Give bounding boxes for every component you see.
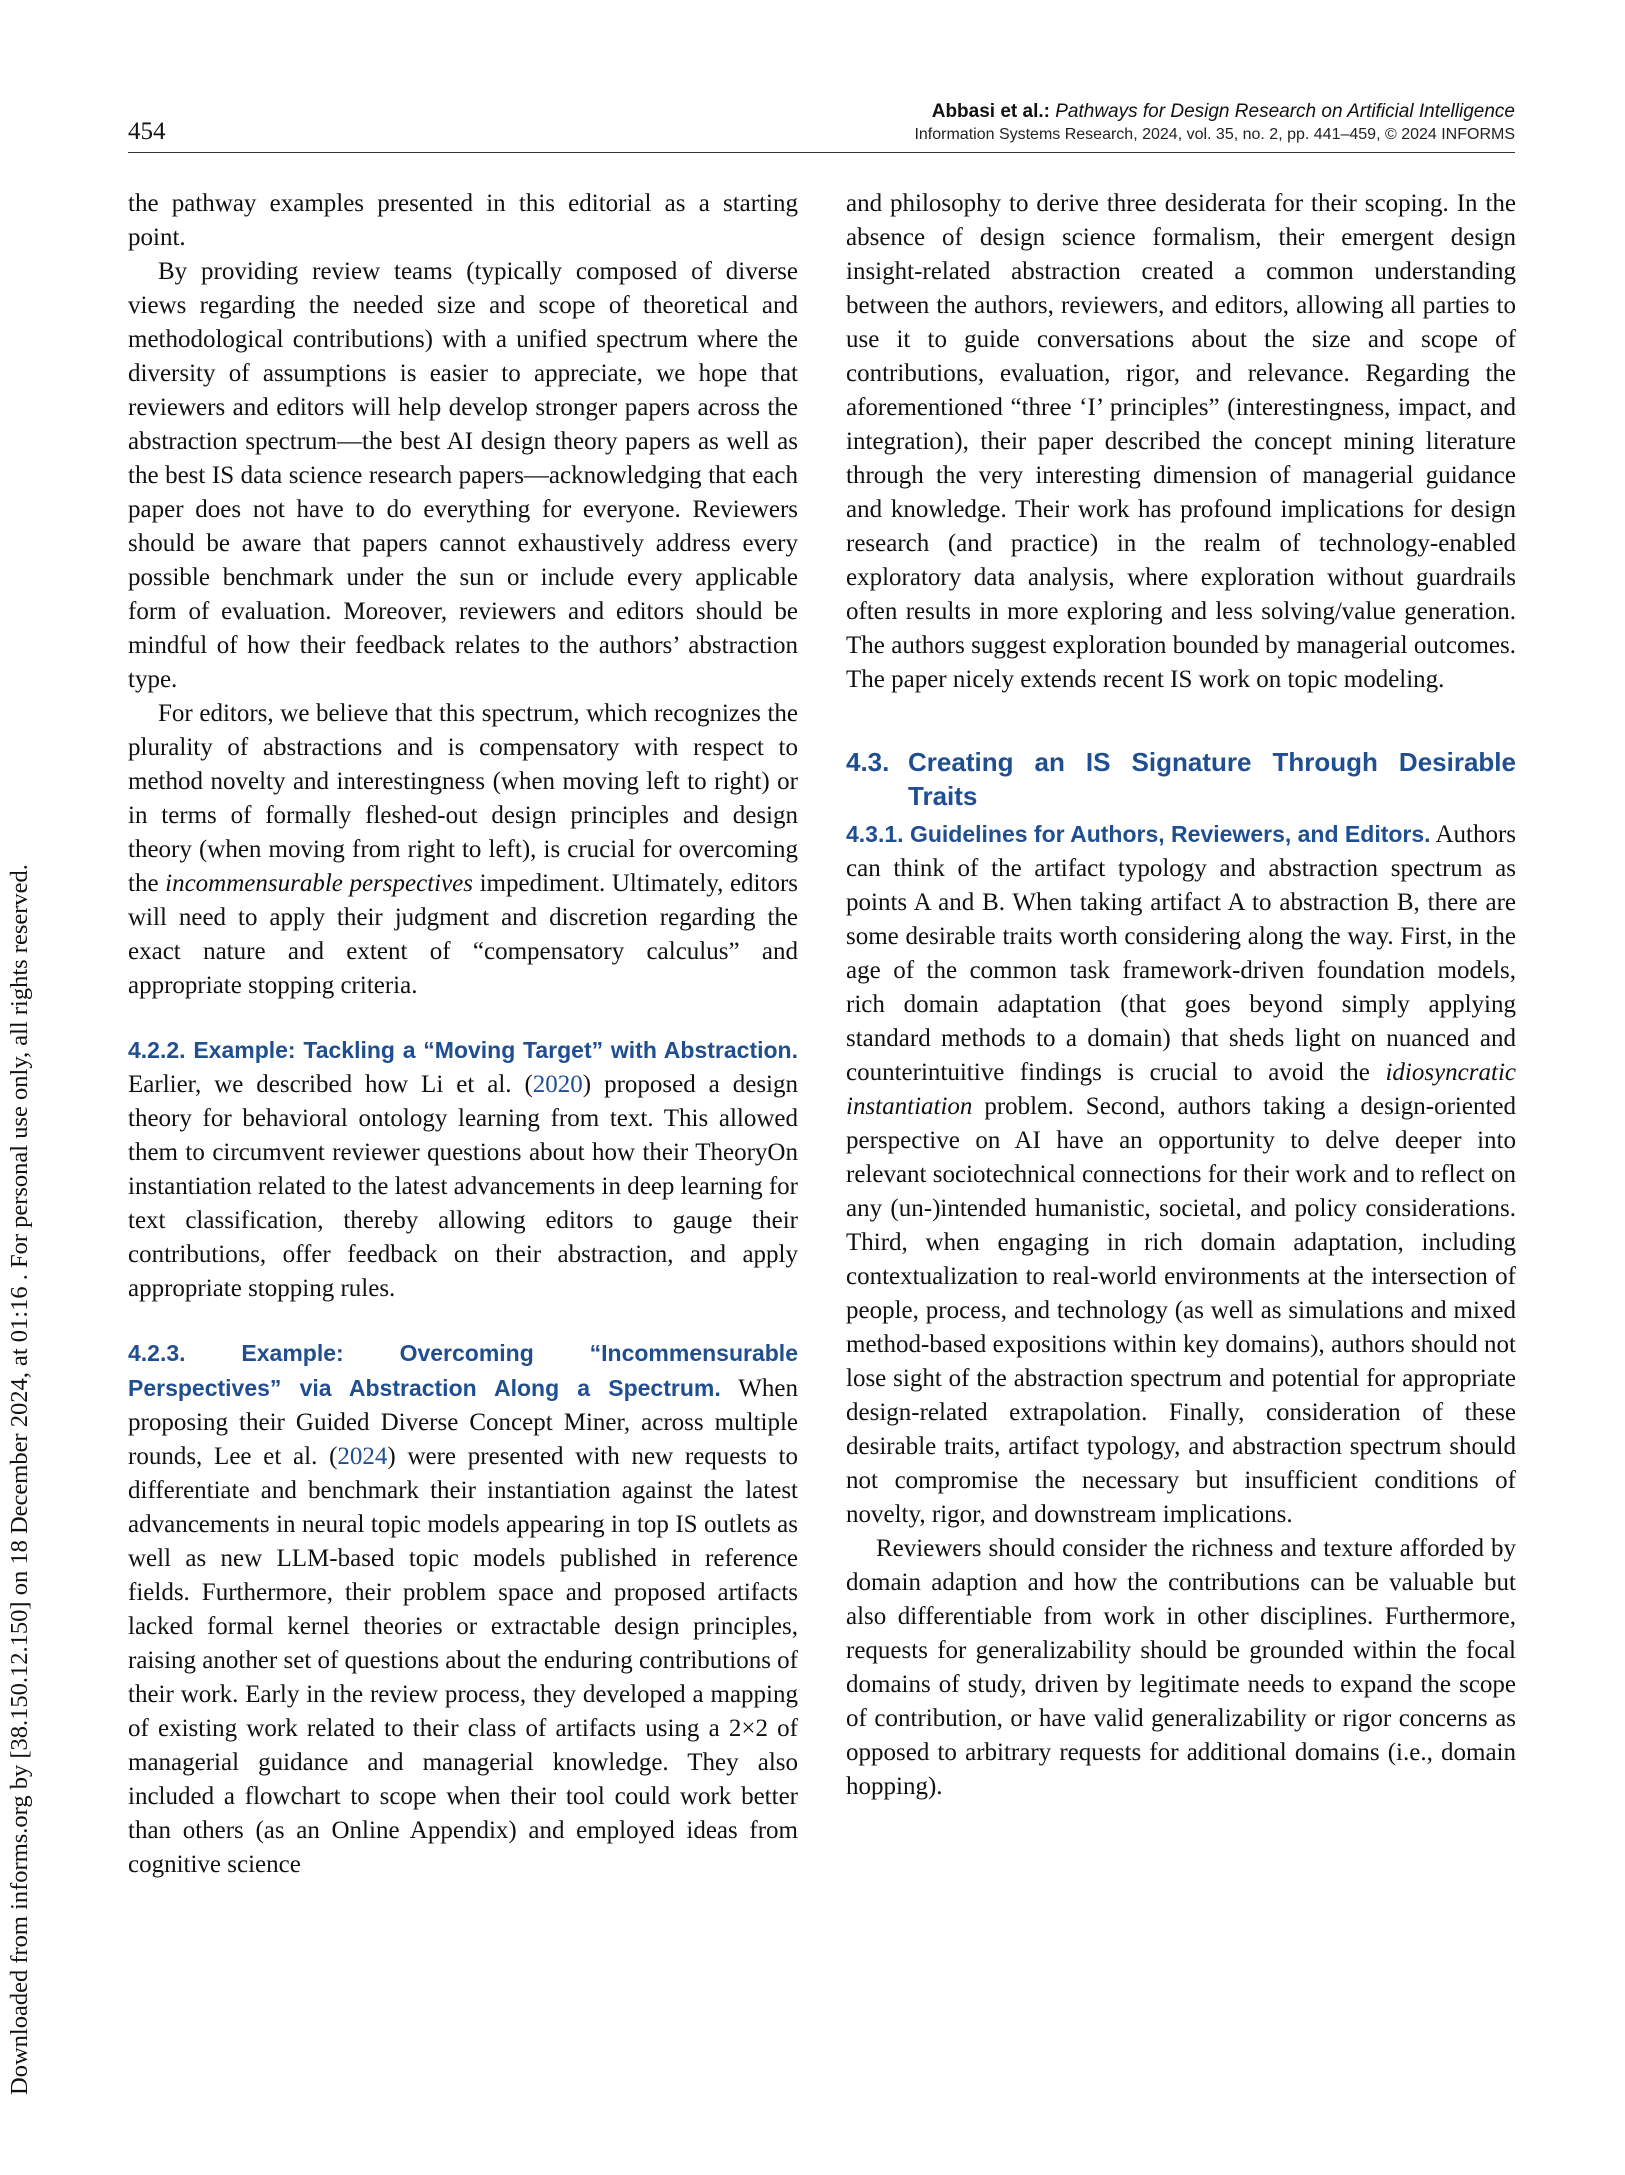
section-heading-4-3 (846, 745, 1516, 813)
running-head-title: Pathways for Design Research on Artificial Intelligence (1055, 101, 1515, 122)
emphasis-term: idiosyncratic instantiation (846, 1059, 1516, 1120)
citation-link[interactable]: 2020 (532, 1071, 583, 1098)
paragraph-text: problem. Second, authors taking a design-oriented perspective on AI have an opportunity to delve deeper into relevant sociotechnical connections for their work and to reflect on any (un-)intended humanistic, societal, and policy considerations. Third, when engaging in rich domain adaptation, including contextualization to real-world environments at the intersection of people, process, and technology (as well as simulations and mixed method-based expositions within key domains), authors should not lose sight of the abstraction spectrum and potential for appropriate design-related extrapolation. Finally, consideration of these desirable traits, artifact typology, and abstraction spectrum should not compromise the necessary but insufficient conditions of novelty, rigor, and downstream implications. (846, 1093, 1516, 1528)
subsection-heading: 4.3.1. Guidelines for Authors, Reviewers, and Editors. (846, 821, 1431, 847)
right-column (846, 187, 1516, 1804)
paragraph-text: When proposing their Guided Diverse Concept Miner, across multiple rounds, Lee et al. ( (128, 1375, 798, 1470)
header-rule (128, 152, 1515, 153)
paragraph (128, 697, 798, 1003)
subsection-4-3-1 (846, 817, 1516, 1532)
running-head-journal: Information Systems Research, 2024, vol. 35, no. 2, pp. 441–459, © 2024 INFORMS (914, 126, 1515, 143)
subsection-4-2-2 (128, 1033, 798, 1306)
paragraph: and philosophy to derive three desiderata for their scoping. In the absence of design science formalism, their emergent design insight-related abstraction created a common understanding between the authors, reviewers, and editors, allowing all parties to use it to guide conversations about the size and scope of contributions, evaluation, rigor, and relevance. Regarding the aforementioned “three ‘I’ principles” (interestingness, impact, and integration), their paper described the concept mining literature through the very interesting dimension of managerial guidance and knowledge. Their work has profound implications for design research (and practice) in the realm of technology-enabled exploratory data analysis, where exploration without guardrails often results in more exploring and less solving/value generation. The authors suggest exploration bounded by managerial outcomes. The paper nicely extends recent IS work on topic modeling. (846, 190, 1516, 693)
paragraph-text: ) were presented with new requests to differentiate and benchmark their instantiation against the latest advancements in neural topic models appearing in top IS outlets as well as new LLM-based topic models published in reference fields. Furthermore, their problem space and proposed artifacts lacked formal kernel theories or extractable design principles, raising another set of questions about the enduring contributions of their work. Early in the review process, they developed a mapping of existing work related to their class of artifacts using a 2×2 of managerial guidance and managerial knowledge. They also included a flowchart to scope when their tool could work better than others (as an Online Appendix) and employed ideas from cognitive science (128, 1443, 799, 1878)
page-number: 454 (128, 118, 166, 145)
paragraph-text: Authors can think of the artifact typology and abstraction spectrum as points A and B. When taking artifact A to abstraction B, there are some desirable traits worth considering along the way. First, in the age of the common task framework-driven foundation models, rich domain adaptation (that goes beyond simply applying standard methods to a domain) that sheds light on nuanced and counterintuitive findings is crucial to avoid the (846, 821, 1516, 1086)
running-head-authors: Abbasi et al.: (931, 101, 1050, 122)
paragraph: Reviewers should consider the richness and texture afforded by domain adaption and how the contributions can be valuable but also differentiable from work in other disciplines. Furthermore, requests for generalizability should be grounded within the focal domains of study, driven by legitimate needs to expand the scope of contribution, or have valid generalizability or rigor concerns as opposed to arbitrary requests for additional domains (i.e., domain hopping). (846, 1535, 1516, 1800)
citation-link[interactable]: 2024 (337, 1443, 388, 1470)
subsection-heading: 4.2.3. Example: Overcoming “Incommensurable Perspectives” via Abstraction Along a Spectrum. (128, 1340, 798, 1401)
running-head (914, 100, 1515, 146)
section-number: 4.3. (846, 747, 890, 777)
paragraph: the pathway examples presented in this editorial as a starting point. (128, 190, 798, 251)
paragraph-text: impediment. Ultimately, editors will need to apply their judgment and discretion regarding the exact nature and extent of “compensatory calculus” and appropriate stopping criteria. (128, 870, 799, 999)
download-notice: Downloaded from informs.org by [38.150.12.150] on 18 December 2024, at 01:16 . For personal use only, all rights reserved. (6, 864, 33, 2095)
subsection-4-2-3 (128, 1336, 798, 1882)
section-title: Creating an IS Signature Through Desirable Traits (908, 747, 1516, 811)
paragraph-text: For editors, we believe that this spectrum, which recognizes the plurality of abstractions and is compensatory with respect to method novelty and interestingness (when moving left to right) or in terms of formally fleshed-out design principles and design theory (when moving from right to left), is crucial for overcoming the (128, 700, 798, 897)
paragraph-text: ) proposed a design theory for behavioral ontology learning from text. This allowed them to circumvent reviewer questions about how their TheoryOn instantiation related to the latest advancements in deep learning for text classification, thereby allowing editors to gauge their contributions, offer feedback on their abstraction, and apply appropriate stopping rules. (128, 1071, 798, 1302)
running-head-title-line (914, 100, 1515, 124)
paragraph: By providing review teams (typically composed of diverse views regarding the needed size and scope of theoretical and methodological contributions) with a unified spectrum where the diversity of assumptions is easier to appreciate, we hope that reviewers and editors will help develop stronger papers across the abstraction spectrum—the best AI design theory papers as well as the best IS data science research papers—acknowledging that each paper does not have to do everything for everyone. Reviewers should be aware that papers cannot exhaustively address every possible benchmark under the sun or include every applicable form of evaluation. Moreover, reviewers and editors should be mindful of how their feedback relates to the authors’ abstraction type. (128, 258, 798, 693)
paragraph-text: Earlier, we described how Li et al. ( (128, 1071, 533, 1098)
emphasis-term: incommensurable perspectives (165, 870, 474, 897)
left-column (128, 187, 798, 1882)
subsection-heading: 4.2.2. Example: Tackling a “Moving Target” with Abstraction. (128, 1037, 798, 1063)
